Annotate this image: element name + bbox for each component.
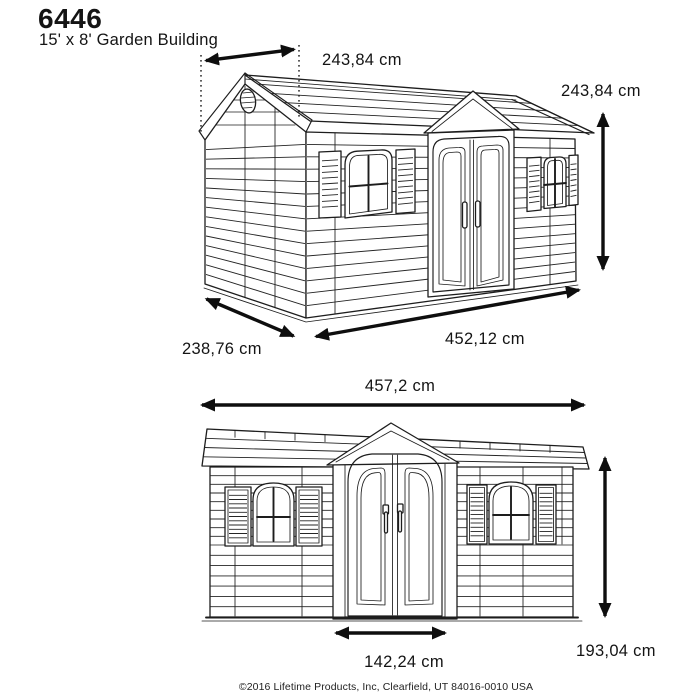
model-description: 15' x 8' Garden Building	[39, 31, 218, 49]
shed-3d-door	[424, 91, 519, 297]
roof-width-arrow	[206, 49, 294, 60]
dim-label-door-width: 142,24 cm	[364, 653, 444, 671]
dim-label-depth: 238,76 cm	[182, 340, 262, 358]
dim-label-height-3d: 243,84 cm	[561, 82, 641, 100]
copyright: ©2016 Lifetime Products, Inc, Clearfield, UT 84016-0010 USA	[238, 681, 534, 693]
perspective-view-drawing	[199, 45, 603, 337]
front-window-right	[467, 482, 556, 544]
front-door	[327, 423, 459, 619]
front-window-left	[225, 483, 322, 546]
shed-3d-left-wall	[205, 84, 306, 318]
shed-3d-window-right	[527, 155, 578, 212]
dim-label-length: 452,12 cm	[445, 330, 525, 348]
dim-label-front-height: 193,04 cm	[576, 642, 656, 660]
front-view-drawing	[202, 405, 605, 633]
dim-label-roof-width: 243,84 cm	[322, 51, 402, 69]
shed-3d-window-left	[319, 149, 415, 218]
model-number: 6446	[38, 3, 103, 34]
dim-label-front-width: 457,2 cm	[364, 377, 436, 395]
